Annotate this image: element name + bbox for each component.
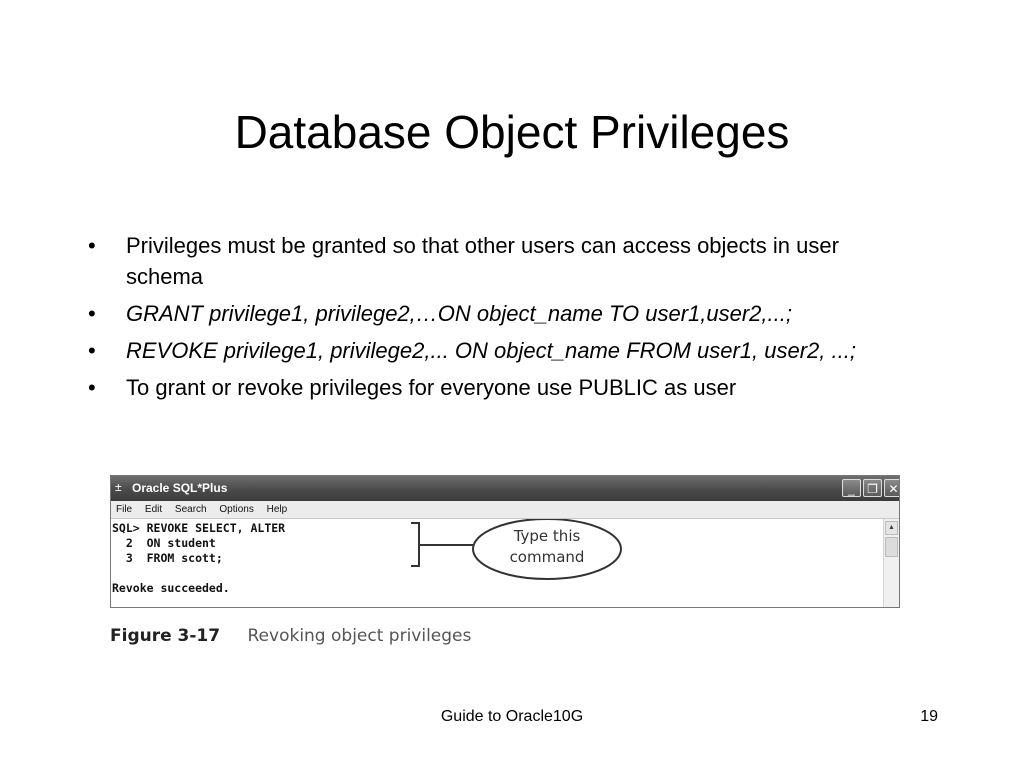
figure-caption [110, 624, 471, 648]
bullet-item [88, 230, 918, 292]
figure-caption-text: Revoking object privileges [247, 626, 472, 646]
window-title: Oracle SQL*Plus [132, 481, 228, 495]
bullet-dot: • [88, 375, 96, 400]
console-line: 2 ON student [112, 536, 216, 550]
console-line: 3 FROM scott; [112, 551, 223, 565]
callout-bracket-top [411, 523, 419, 566]
bullet-dot: • [88, 338, 96, 363]
menu-options[interactable]: Options [219, 504, 254, 515]
minimize-icon[interactable]: _ [842, 479, 861, 497]
bullet-text: To grant or revoke privileges for everyone use PUBLIC as user [126, 375, 737, 400]
footer-title: Guide to Oracle10G [440, 708, 584, 725]
bullet-text: GRANT privilege1, privilege2,…ON object_name TO user1,user2,...; [126, 301, 792, 326]
sqlplus-app-icon: ± [115, 480, 122, 494]
bullet-dot: • [88, 233, 96, 258]
callout-label [473, 526, 621, 568]
restore-icon[interactable]: ❐ [863, 479, 882, 497]
window-titlebar [111, 476, 899, 501]
console-line: Revoke succeeded. [112, 581, 230, 595]
menu-file[interactable]: File [116, 504, 133, 515]
scroll-thumb[interactable] [885, 537, 898, 557]
menu-help[interactable]: Help [266, 504, 288, 515]
bullet-text: REVOKE privilege1, privilege2,... ON object_name FROM user1, user2, ...; [126, 338, 856, 363]
slide-title: Database Object Privileges [234, 106, 790, 158]
bullet-item [88, 335, 918, 366]
menu-bar [111, 501, 899, 519]
callout-bracket [411, 523, 473, 566]
bullet-dot: • [88, 301, 96, 326]
vertical-scrollbar[interactable] [883, 519, 899, 607]
bullet-item [88, 372, 918, 403]
bullet-item [88, 298, 918, 329]
scroll-up-icon[interactable]: ▲ [885, 521, 898, 535]
console-line: SQL> REVOKE SELECT, ALTER [112, 521, 286, 535]
menu-edit[interactable]: Edit [144, 504, 163, 515]
sqlplus-window-screenshot [110, 475, 900, 608]
menu-search[interactable]: Search [174, 504, 207, 515]
bullet-list [88, 230, 918, 409]
figure-label: Figure 3-17 [110, 626, 221, 646]
callout-line: command [509, 548, 585, 566]
page-number: 19 [920, 708, 938, 725]
bullet-text: Privileges must be granted so that other users can access objects in user schema [126, 233, 839, 289]
close-icon[interactable]: ✕ [884, 479, 900, 497]
callout-line: Type this [513, 527, 581, 545]
